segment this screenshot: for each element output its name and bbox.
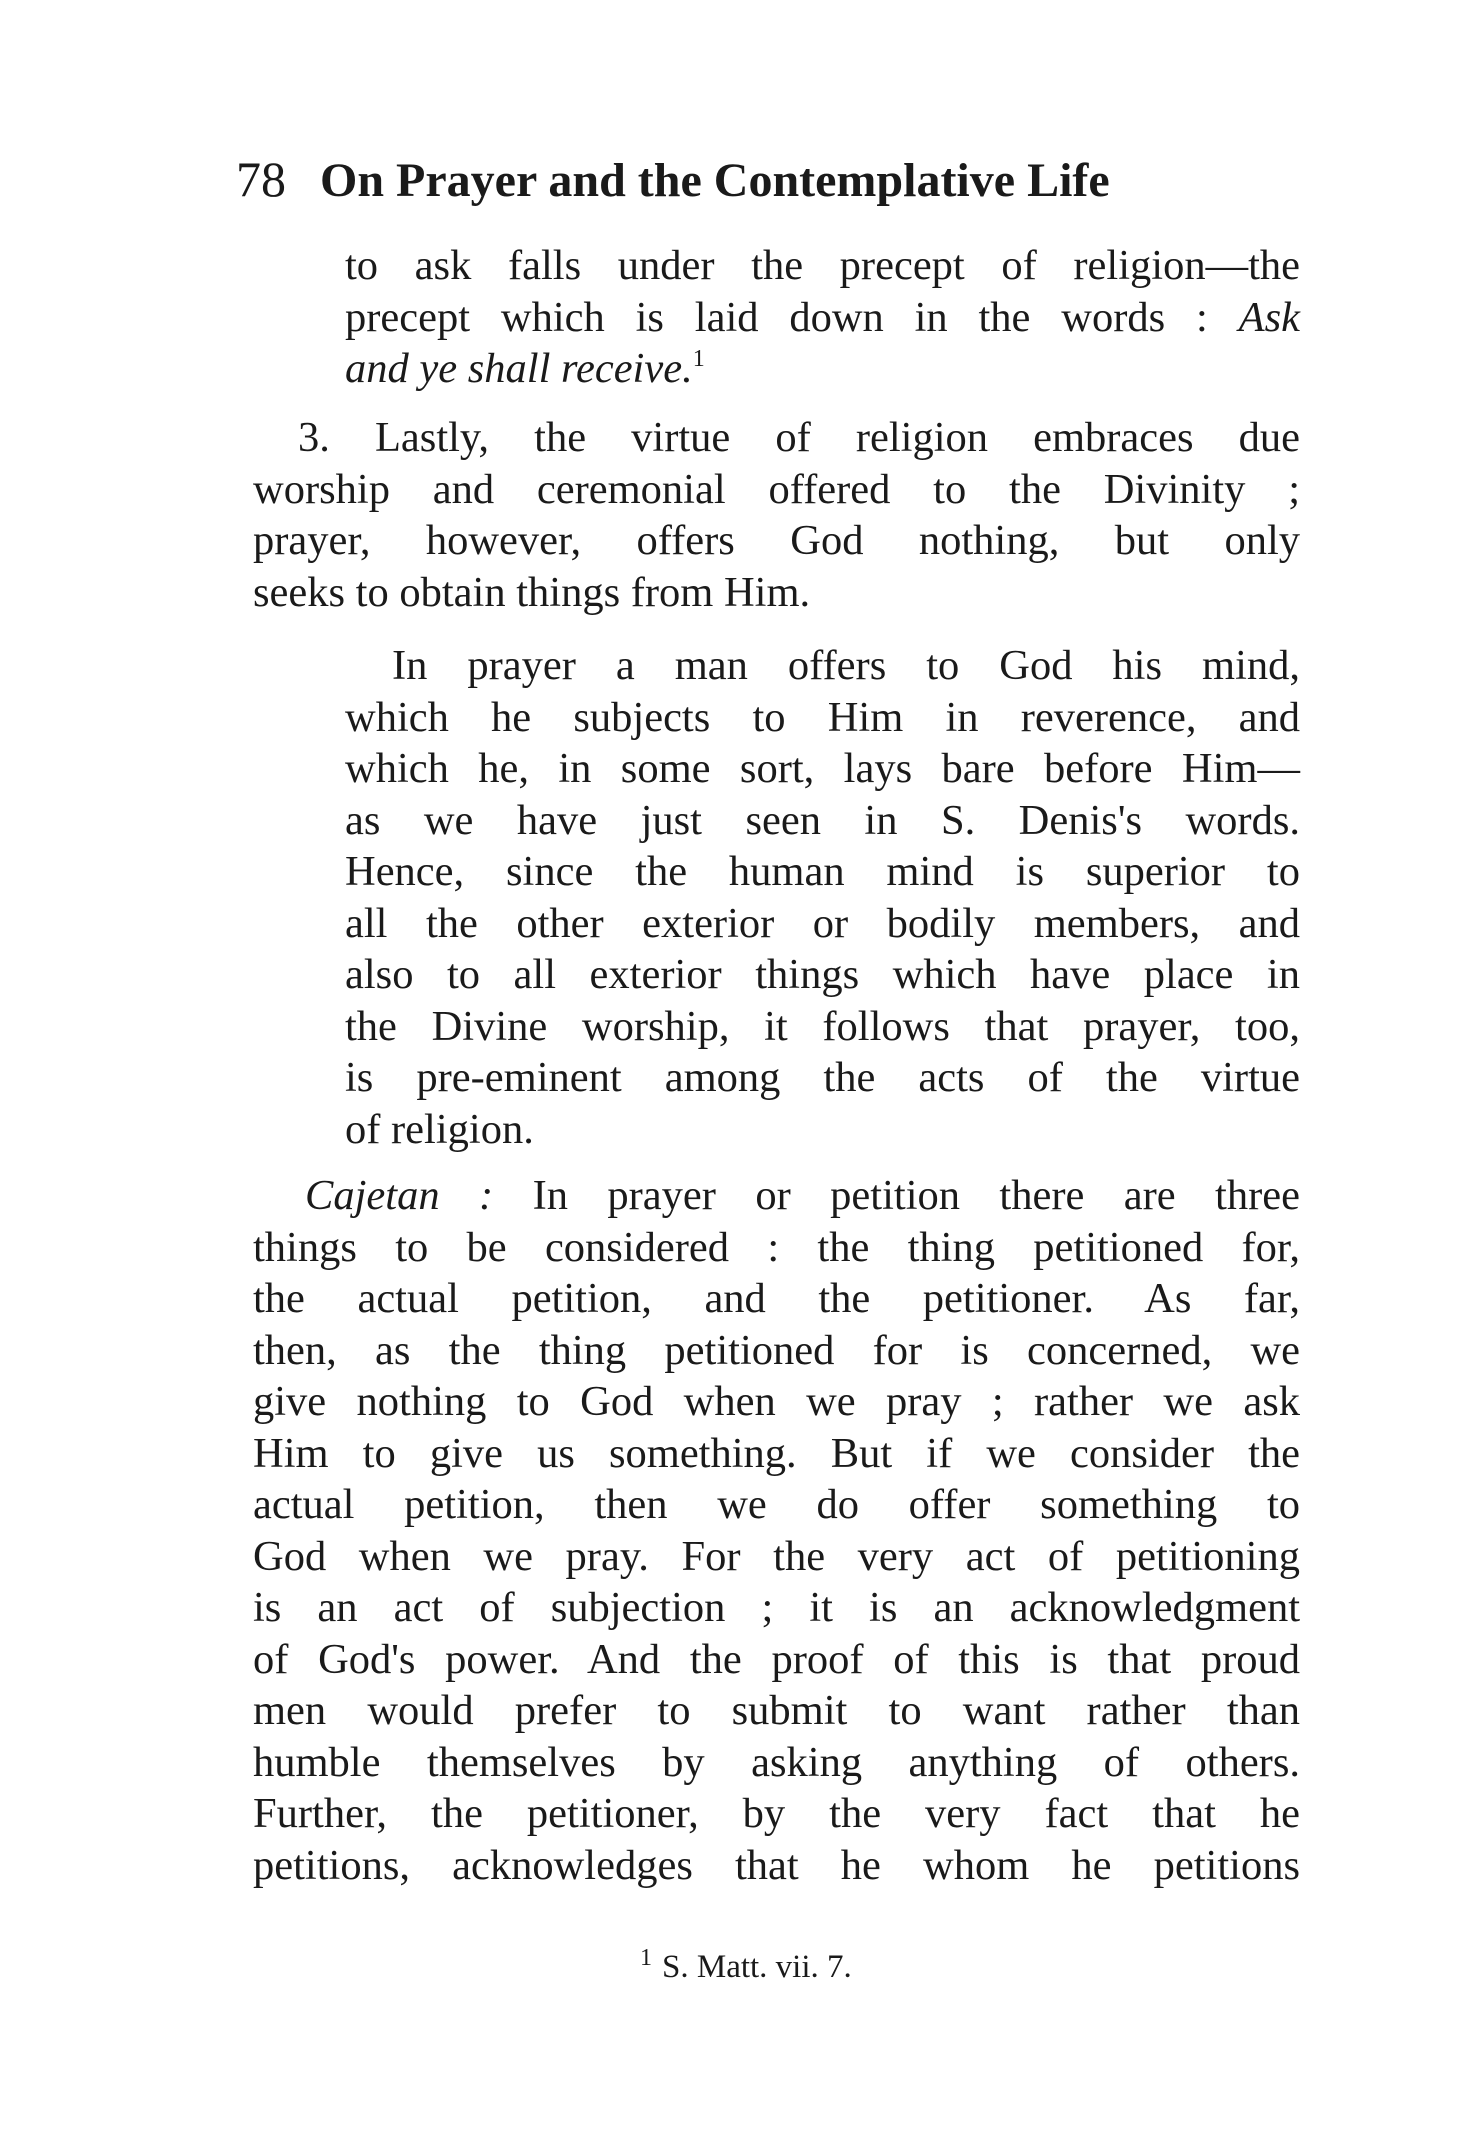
text-line: men would prefer to submit to want rather than — [253, 1687, 1300, 1734]
text-line: seeks to obtain things from Him. — [253, 568, 811, 616]
italic-quote: Ask — [1238, 293, 1300, 341]
text-line: of God's power. And the proof of this is that proud — [253, 1635, 1300, 1683]
text-line: 3. Lastly, the virtue of religion embraces due — [298, 414, 1300, 461]
text-line: all the other exterior or bodily members, and — [345, 899, 1300, 947]
italic-quote: and ye shall receive. — [345, 345, 693, 392]
paragraph-cajetan — [253, 1170, 1300, 1891]
text-line: which he, in some sort, lays bare before Him— — [345, 745, 1300, 792]
text-line: which he subjects to Him in reverence, and — [345, 693, 1300, 741]
text-line: then, as the thing petitioned for is concerned, we — [253, 1326, 1300, 1374]
text-line: things to be considered : the thing petitioned for, — [253, 1223, 1300, 1271]
text-line — [345, 292, 1300, 344]
text-line: is pre-eminent among the acts of the virtue — [345, 1054, 1300, 1101]
paragraph-point-3 — [253, 412, 1300, 618]
text-line: as we have just seen in S. Denis's words. — [345, 796, 1300, 844]
text-line: God when we pray. For the very act of petitioning — [253, 1532, 1300, 1580]
text-line: humble themselves by asking anything of others. — [253, 1738, 1300, 1786]
text-line — [345, 343, 1300, 395]
text-line: to ask falls under the precept of religion—the — [345, 242, 1300, 289]
text-line: Hence, since the human mind is superior to — [345, 848, 1300, 895]
paragraph-indented-quote — [345, 640, 1300, 1155]
text-line — [253, 1170, 1300, 1222]
footnote-reference: 1 — [692, 346, 705, 372]
text-line-start: precept which is laid down in the words : — [345, 293, 1239, 341]
text-line: Him to give us something. But if we consider the — [253, 1429, 1300, 1477]
text-line: is an act of subjection ; it is an acknowledgment — [253, 1584, 1300, 1631]
text-line: also to all exterior things which have place in — [345, 951, 1300, 998]
text-line: worship and ceremonial offered to the Divinity ; — [253, 465, 1300, 513]
paragraph-continuation — [345, 240, 1300, 395]
text-line: petitions, acknowledges that he whom he petitions — [253, 1841, 1300, 1889]
text-line: give nothing to God when we pray ; rather we ask — [253, 1378, 1300, 1425]
text-line-rest: In prayer or petition there are three — [493, 1172, 1300, 1219]
footnote-mark: 1 — [640, 1945, 652, 1971]
speaker-name: Cajetan : — [305, 1172, 494, 1219]
text-line: the actual petition, and the petitioner. As far, — [253, 1275, 1300, 1322]
footnote-text: S. Matt. vii. 7. — [662, 1949, 852, 1985]
text-line: In prayer a man offers to God his mind, — [392, 642, 1300, 689]
text-line: of religion. — [345, 1105, 534, 1153]
footnote — [640, 1945, 852, 1986]
page-header — [236, 150, 1256, 220]
text-line: Further, the petitioner, by the very fact that he — [253, 1790, 1300, 1837]
text-line: the Divine worship, it follows that prayer, too, — [345, 1002, 1300, 1050]
text-line: prayer, however, offers God nothing, but only — [253, 517, 1300, 564]
text-line: actual petition, then we do offer something to — [253, 1481, 1300, 1528]
page-number: 78 — [236, 151, 286, 207]
running-title: On Prayer and the Contemplative Life — [320, 154, 1110, 207]
